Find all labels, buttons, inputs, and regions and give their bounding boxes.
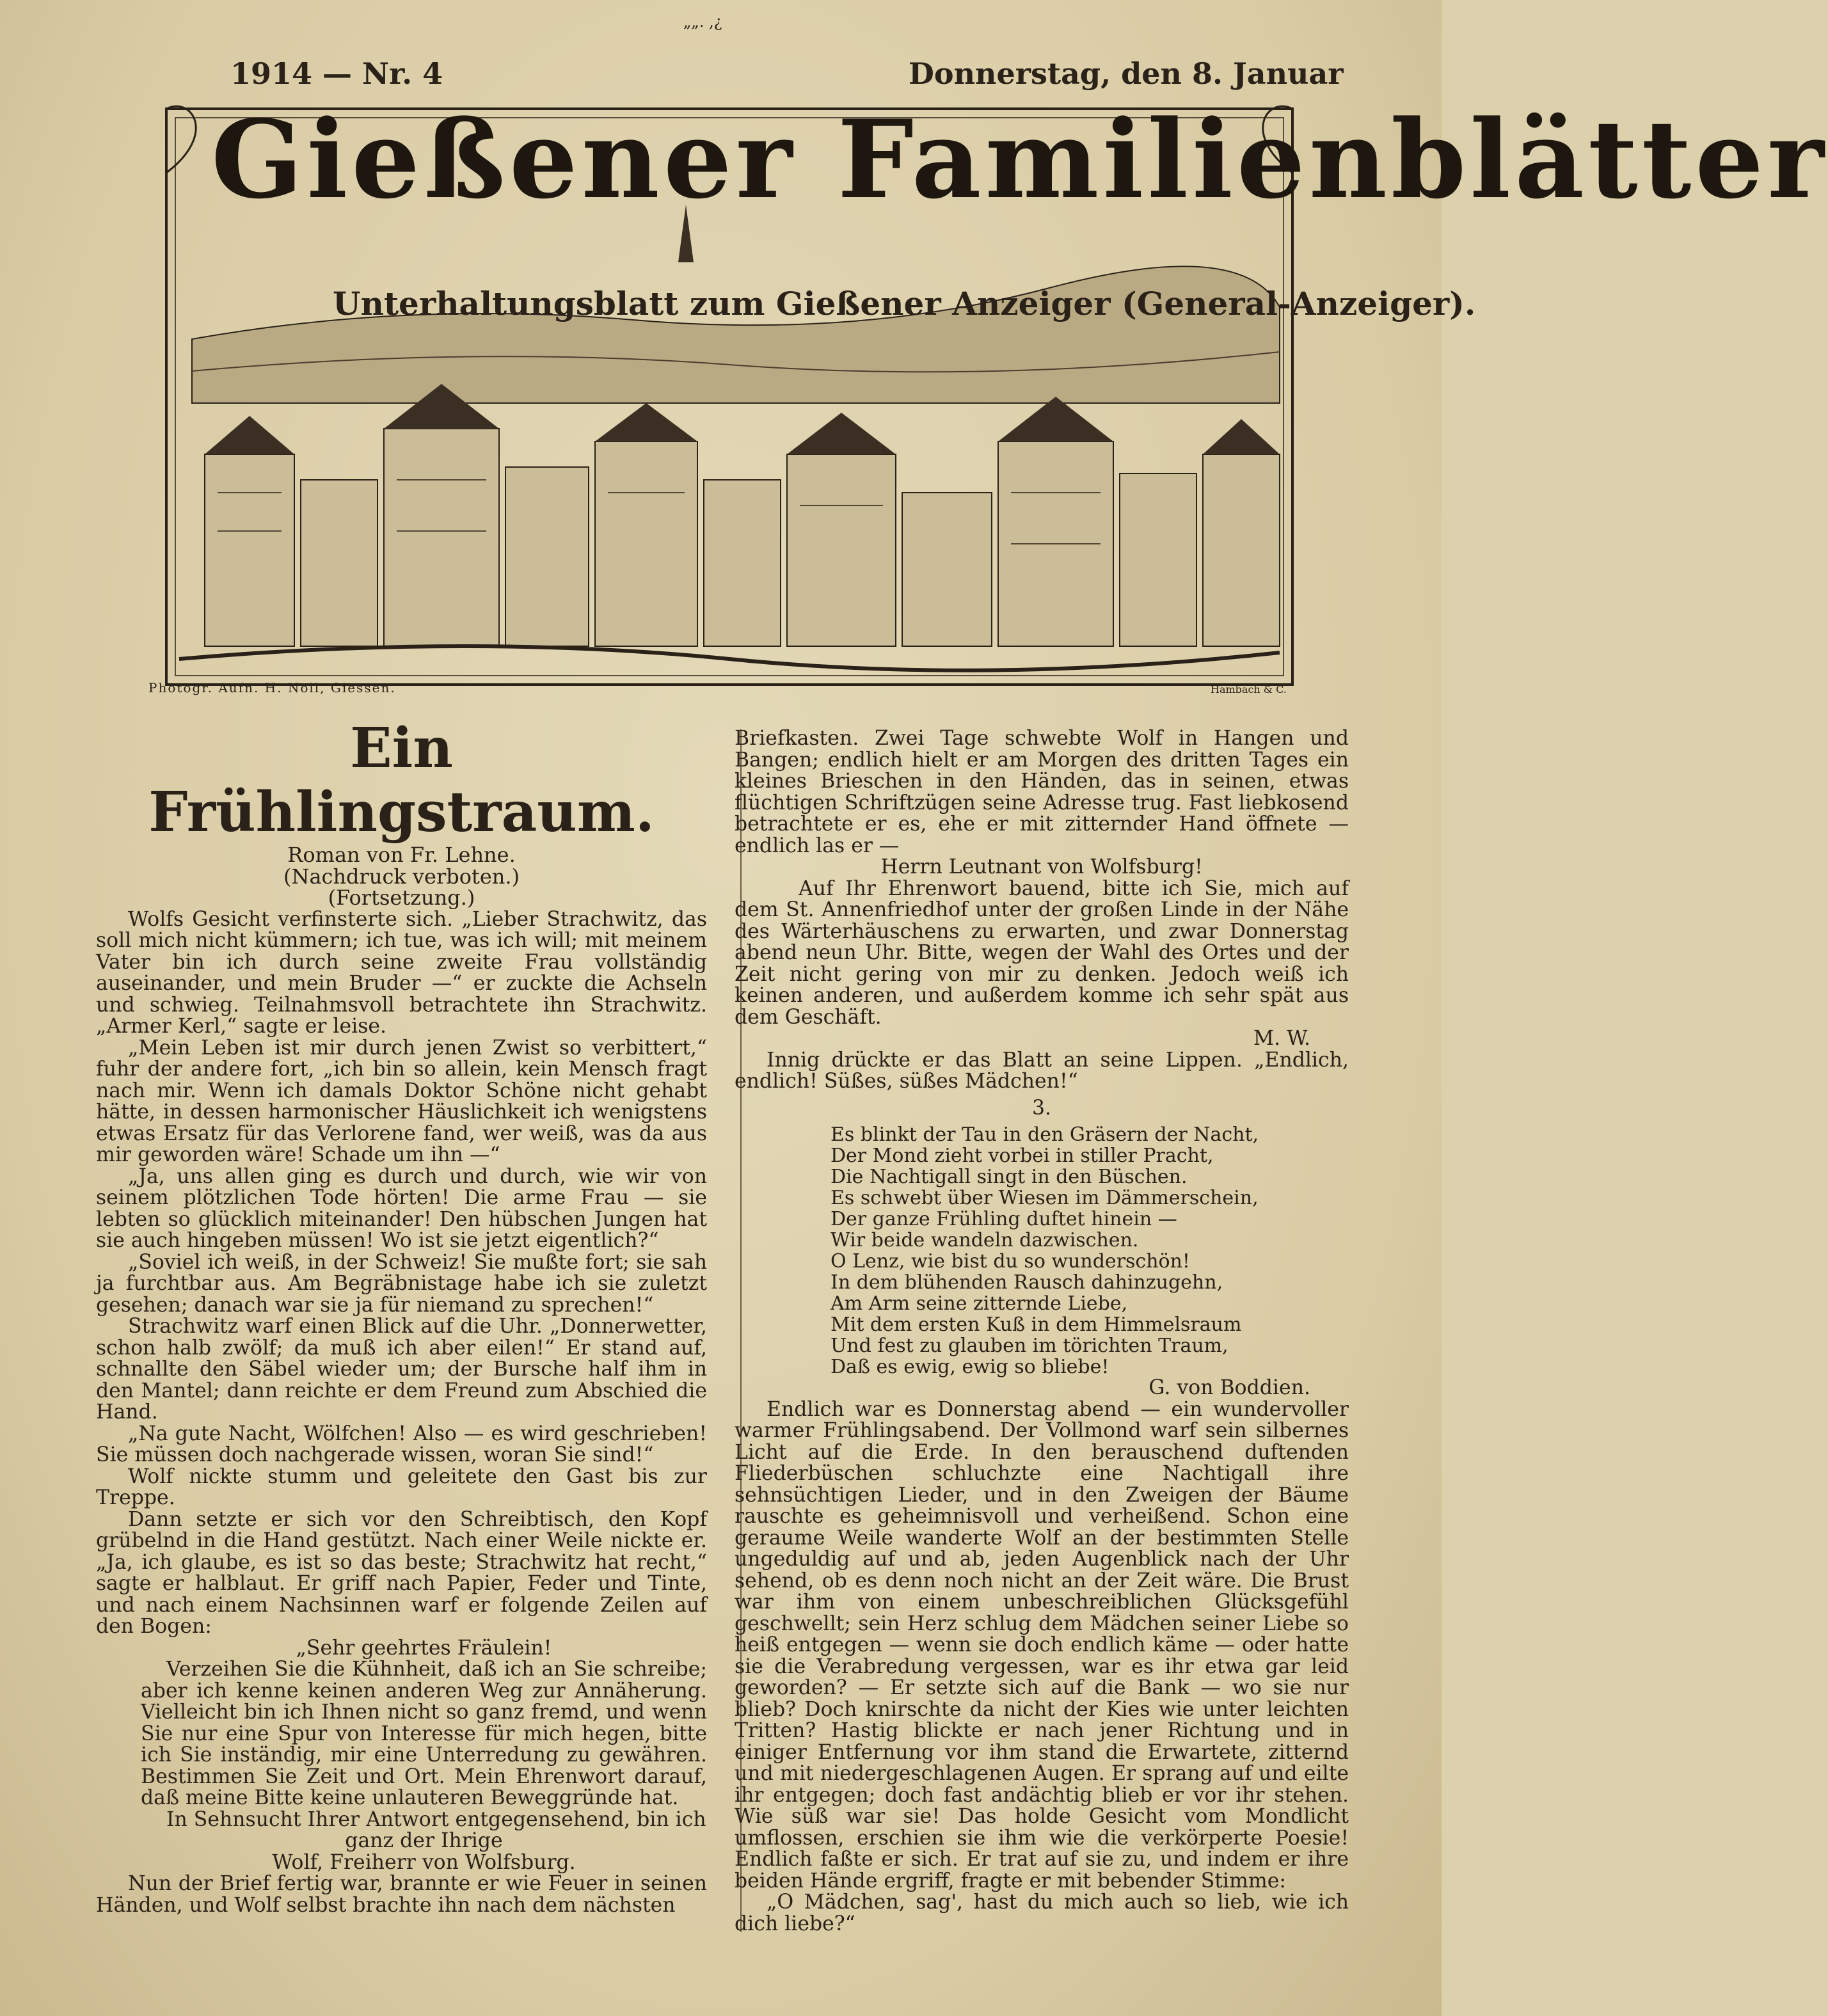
poem-line: Der ganze Frühling duftet hinein — [831, 1208, 1177, 1230]
issue-date: Donnerstag, den 8. Januar [909, 56, 1344, 91]
poem-line: Am Arm seine zitternde Liebe, [831, 1292, 1128, 1315]
paragraph: „Ja, uns allen ging es durch und durch, wie wir von seinem plötzlichen Tode hörten! Die arme Frau — sie lebten so glücklich miteinander! Den hübschen Jungen hat sie auch hingeben müssen! Wo ist sie jetzt eigentlich?“ [96, 1164, 707, 1252]
paragraph: „O Mädchen, sag', hast du mich auch so lieb, wie ich dich liebe?“ [735, 1891, 1349, 1935]
poem-line: In dem blühenden Rausch dahinzugehn, [831, 1271, 1223, 1294]
paragraph: Innig drückte er das Blatt an seine Lippen. „Endlich, endlich! Süßes, süßes Mädchen!“ [735, 1048, 1349, 1093]
paragraph: Strachwitz warf einen Blick auf die Uhr. „Donnerwetter, schon halb zwölf; da muß ich aber eilen!“ Er stand auf, schnallte den Säbel wieder um; der Bursche half ihm in den Mantel; dann reichte er dem Freund zum Abschied die Hand. [96, 1315, 707, 1424]
poem-line: Der Mond zieht vorbei in stiller Pracht, [831, 1145, 1214, 1167]
letter-salutation: „Sehr geehrtes Fräulein! [296, 1636, 552, 1660]
poem [735, 1124, 1349, 1377]
masthead-title: Gießener Familienblätter [211, 96, 1828, 223]
paragraph: Briefkasten. Zwei Tage schwebte Wolf in Hangen und Bangen; endlich hielt er am Morgen des dritten Tages ein kleines Brieschen in den Händen, das in seinen, etwas flüchtigen Schriftzügen seine Adresse trug. Fast liebkosend betrachtete er es, ehe er mit zitternder Hand öffnete — endlich las er — [735, 727, 1349, 857]
story-byline: Roman von Fr. Lehne. [287, 843, 516, 867]
poem-line: O Lenz, wie bist du so wunderschön! [831, 1250, 1190, 1273]
paragraph: Nun der Brief fertig war, brannte er wie Feuer in seinen Händen, und Wolf selbst brachte ihn nach dem nächsten [96, 1872, 707, 1917]
masthead-subtitle: Unterhaltungsblatt zum Gießener Anzeiger (General-Anzeiger). [333, 285, 1476, 322]
paragraph: Endlich war es Donnerstag abend — ein wundervoller warmer Frühlingsabend. Der Vollmond warf sein silbernes Licht auf die Erde. In den berauschend duftenden Fliederbüschen schluchzte eine Nachtigall ihre sehnsüchtigen Lieder, und in den Zweigen der Bäume rauschte es geheimnisvoll und verheißend. Schon eine geraume Weile wanderte Wolf an der bestimmten Stelle ungeduldig auf und ab, jeden Augenblick nach der Uhr sehend, ob es denn noch nicht an der Zeit wäre. Die Brust war ihm von einem unbeschreiblichen Glücksgefühl geschwellt; sein Herz schlug dem Mädchen seiner Liebe so heiß entgegen — wenn sie doch endlich käme — oder hatte sie die Verabredung vergessen, war es ihr etwa gar leid geworden? — Er setzte sich auf die Bank — wo sie nur blieb? Doch knirschte da nicht der Kies wie unter leichten Tritten? Hastig blickte er nach jener Richtung und in einiger Entfernung vor ihm stand die Erwartete, zitternd und mit niedergeschlagenen Augen. Er sprang auf und eilte ihr entgegen; doch fast andächtig blieb er vor ihr stehen. Wie süß war sie! Das holde Gesicht vom Mondlicht umflossen, erschien sie ihm wie die verkörperte Poesie! Endlich faßte er sich. Er trat auf sie zu, und indem er ihre beiden Hände ergriff, fragte er mit bebender Stimme: [735, 1397, 1349, 1893]
column-left [96, 717, 707, 1916]
letter-body: Auf Ihr Ehrenwort bauend, bitte ich Sie, mich auf dem St. Annenfriedhof unter der großen Linde in der Nähe des Wärterhäuschens zu erwarten, und zwar Donnerstag abend neun Uhr. Bitte, wegen der Wahl des Ortes und der Zeit nicht gering von mir zu denken. Jedoch weiß ich keinen anderen, und außerdem komme ich sehr spät aus dem Geschäft. [735, 877, 1349, 1029]
engraver-credit: Hambach & C. [1211, 683, 1287, 695]
poem-line: Mit dem ersten Kuß in dem Himmelsraum [831, 1314, 1242, 1336]
letter-wolf [96, 1638, 707, 1874]
paragraph: Wolf nickte stumm und geleitete den Gast bis zur Treppe. [96, 1464, 707, 1509]
section-number: 3. [1031, 1096, 1052, 1120]
letter-signature: Wolf, Freiherr von Wolfsburg. [272, 1850, 576, 1874]
letter-closing-2: ganz der Ihrige [345, 1829, 503, 1852]
photo-credit: Photogr. Aufn. H. Noll, Giessen. [148, 680, 396, 695]
margin-mark: „„. ,¿ [683, 13, 722, 31]
paragraph: „Soviel ich weiß, in der Schweiz! Sie mußte fort; sie sah ja furchtbar aus. Am Begräbnistage habe ich sie zuletzt gesehen; danach war sie ja für niemand zu sprechen!“ [96, 1250, 707, 1317]
paragraph: Wolfs Gesicht verfinsterte sich. „Lieber Strachwitz, das soll mich nicht kümmern; ich tue, was ich will; mit meinem Vater bin ich durch seine zweite Frau vollständig auseinander, und mein Bruder —“ er zuckte die Achseln und schwieg. Teilnahmsvoll betrachtete ihn Strachwitz. „Armer Kerl,“ sagte er leise. [96, 907, 707, 1038]
poem-line: Wir beide wandeln dazwischen. [831, 1229, 1139, 1251]
paragraph: Dann setzte er sich vor den Schreibtisch, den Kopf grübelnd in die Hand gestützt. Nach einer Weile nickte er. „Ja, ich glaube, es ist so das beste; Strachwitz hat recht,“ sagte er halblaut. Er griff nach Papier, Feder und Tinte, und nach einem Nachsinnen warf er folgende Zeilen auf den Bogen: [96, 1507, 707, 1638]
poem-line: Und fest zu glauben im törichten Traum, [831, 1335, 1228, 1357]
continuation-note: (Fortsetzung.) [328, 885, 475, 910]
paragraph: „Na gute Nacht, Wölfchen! Also — es wird geschrieben! Sie müssen doch nachgerade wissen, woran Sie sind!“ [96, 1422, 707, 1466]
letter-salutation: Herrn Leutnant von Wolfsburg! [880, 855, 1203, 878]
poem-line: Es schwebt über Wiesen im Dämmerschein, [831, 1187, 1259, 1209]
paragraph: „Mein Leben ist mir durch jenen Zwist so verbittert,“ fuhr der andere fort, „ich bin so allein, kein Mensch fragt nach mir. Wenn ich damals Doktor Schöne nicht gehabt hätte, in dessen harmonischer Häuslichkeit ich wenigstens etwas Ersatz für das Verlorene fand, wer weiß, was da aus mir geworden wäre! Schade um ihn —“ [96, 1036, 707, 1166]
poem-line: Daß es ewig, ewig so bliebe! [831, 1356, 1109, 1378]
poem-line: Es blinkt der Tau in den Gräsern der Nacht, [831, 1123, 1259, 1146]
letter-signature: M. W. [1253, 1027, 1310, 1050]
letter-body: Verzeihen Sie die Kühnheit, daß ich an Sie schreibe; aber ich kenne keinen anderen Weg zur Annäherung. Vielleicht bin ich Ihnen nicht so ganz fremd, und wenn Sie nur eine Spur von Interesse für mich hegen, bitte ich Sie inständig, mir eine Unterredung zu gewähren. Bestimmen Sie Zeit und Ort. Mein Ehrenwort darauf, daß meine Bitte keine unlauteren Beweggründe hat. [141, 1658, 707, 1809]
letter-closing: In Sehnsucht Ihrer Antwort entgegensehend, bin ich [166, 1807, 706, 1831]
letter-reply [735, 857, 1349, 1050]
poem-author: G. von Boddien. [1148, 1376, 1310, 1399]
poem-line: Die Nachtigall singt in den Büschen. [831, 1166, 1188, 1188]
issue-number: 1914 — Nr. 4 [230, 56, 443, 91]
column-right [735, 728, 1349, 1935]
story-title: Ein Frühlingstraum. [148, 716, 655, 845]
reprint-notice: (Nachdruck verboten.) [283, 864, 520, 889]
